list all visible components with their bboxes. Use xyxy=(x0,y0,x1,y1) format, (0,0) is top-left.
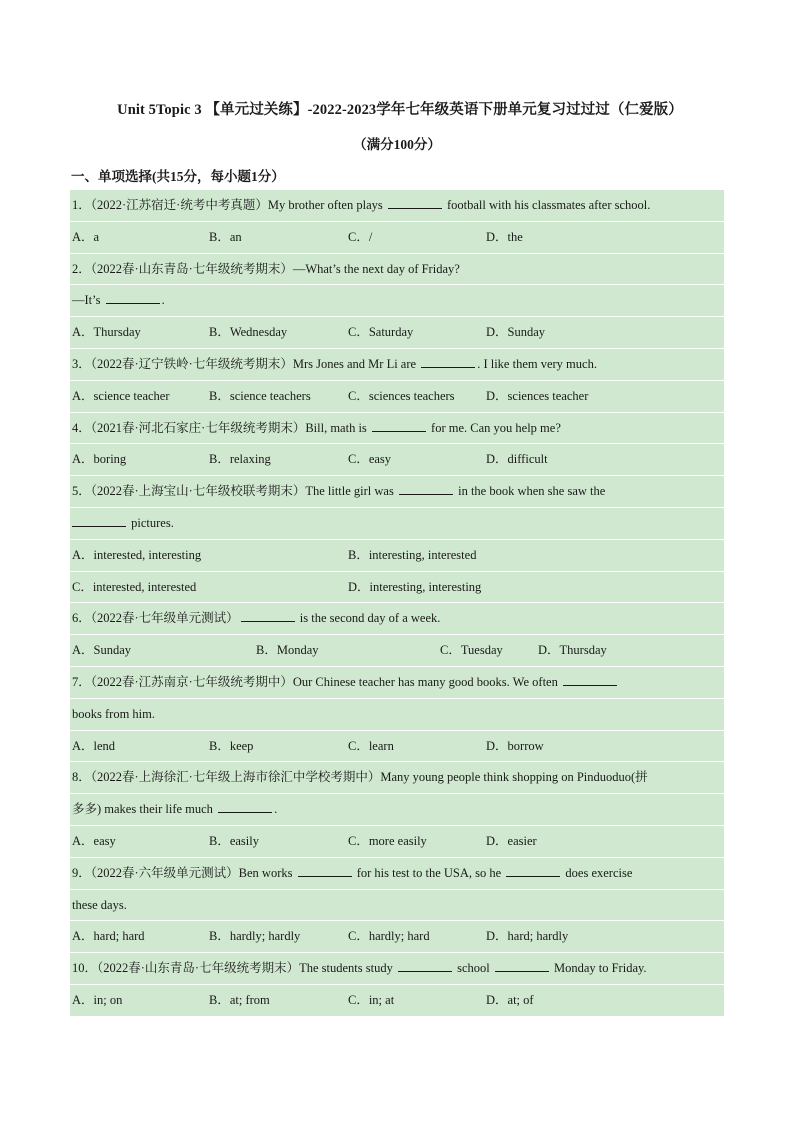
option-c: C．more easily xyxy=(348,833,427,848)
option-a: A．hard; hard xyxy=(72,929,145,944)
document-subtitle: （满分100分） xyxy=(353,137,441,152)
answer-blank xyxy=(241,610,295,622)
question-text: for his test to the USA, so he xyxy=(353,865,505,880)
answer-blank xyxy=(72,515,126,527)
question-5-options-ab xyxy=(70,540,724,572)
question-7-options xyxy=(70,731,724,763)
option-c: C．interested, interested xyxy=(72,579,197,594)
question-text: these days. xyxy=(72,897,127,912)
option-a: A．easy xyxy=(72,833,116,848)
question-4-options xyxy=(70,444,724,476)
option-b: B．Monday xyxy=(256,643,319,658)
question-text: pictures. xyxy=(128,515,174,530)
question-text: 8．（2022春·上海徐汇·七年级上海市徐汇中学校考期中）Many young people think shopping on Pinduoduo(拼 xyxy=(72,770,648,785)
option-d: D．sciences teacher xyxy=(486,388,589,403)
option-a: A．Sunday xyxy=(72,643,132,658)
question-5 xyxy=(70,476,724,508)
question-8 xyxy=(70,762,724,794)
question-text: 多多) makes their life much xyxy=(72,802,217,817)
question-text: . xyxy=(161,293,165,308)
answer-blank xyxy=(398,960,452,972)
option-b: B．an xyxy=(209,229,242,244)
question-text: 7．（2022春·江苏南京·七年级统考期中）Our Chinese teacher has many good books. We often xyxy=(72,674,561,689)
answer-blank xyxy=(563,674,617,686)
question-10-options xyxy=(70,985,724,1017)
option-d: D．the xyxy=(486,229,523,244)
question-text: 9．（2022春·六年级单元测试）Ben works xyxy=(72,865,296,880)
option-b: B．interesting, interested xyxy=(348,547,477,562)
question-10 xyxy=(70,953,724,985)
question-9-options xyxy=(70,921,724,953)
option-c: C．Tuesday xyxy=(440,643,503,658)
option-c: C．in; at xyxy=(348,992,395,1007)
question-2 xyxy=(70,254,724,286)
option-a: A．Thursday xyxy=(72,325,141,340)
question-text: football with his classmates after school. xyxy=(443,198,651,212)
questions-area xyxy=(70,190,724,1017)
question-2-options xyxy=(70,317,724,349)
question-1 xyxy=(70,190,724,222)
option-d: D．at; of xyxy=(486,992,534,1007)
question-5-line-2 xyxy=(70,508,724,540)
question-5-options-cd xyxy=(70,572,724,604)
question-text: 1．（2022·江苏宿迁·统考中考真题）My brother often plays xyxy=(72,198,386,212)
answer-blank xyxy=(399,483,453,495)
question-text: 10．（2022春·山东青岛·七年级统考期末）The students study xyxy=(72,961,396,976)
question-text: 6．（2022春·七年级单元测试） xyxy=(72,611,239,626)
question-text: for me. Can you help me? xyxy=(427,420,561,435)
question-8-line-2 xyxy=(70,794,724,826)
option-d: D．borrow xyxy=(486,738,544,753)
question-text: —It’s xyxy=(72,293,104,308)
option-d: D．difficult xyxy=(486,452,548,467)
option-a: A．interested, interesting xyxy=(72,547,202,562)
question-text: 3．（2022春·辽宁铁岭·七年级统考期末）Mrs Jones and Mr Li are xyxy=(72,356,420,371)
document-title: Unit 5Topic 3 【单元过关练】-2022-2023学年七年级英语下册单元复习过过过（仁爱版） xyxy=(117,102,683,118)
option-b: B．keep xyxy=(209,738,254,753)
question-text: Monday to Friday. xyxy=(550,961,647,976)
question-1-options xyxy=(70,222,724,254)
option-b: B．at; from xyxy=(209,992,270,1007)
option-c: C．/ xyxy=(348,229,373,244)
option-d: D．hard; hardly xyxy=(486,929,569,944)
option-a: A．a xyxy=(72,229,100,244)
answer-blank xyxy=(506,865,560,877)
question-6-options xyxy=(70,635,724,667)
option-a: A．boring xyxy=(72,452,127,467)
question-6 xyxy=(70,603,724,635)
question-text: is the second day of a week. xyxy=(296,611,441,626)
question-text: does exercise xyxy=(562,865,633,880)
question-2-line-2 xyxy=(70,285,724,317)
question-3 xyxy=(70,349,724,381)
option-b: B．easily xyxy=(209,833,259,848)
question-8-options xyxy=(70,826,724,858)
option-d: D．Thursday xyxy=(538,643,607,658)
question-text: 5．（2022春·上海宝山·七年级校联考期末）The little girl was xyxy=(72,484,397,499)
option-a: A．science teacher xyxy=(72,388,170,403)
section-heading: 一、单项选择(共15分，每小题1分） xyxy=(71,169,285,184)
option-d: D．interesting, interesting xyxy=(348,579,482,594)
question-text: 2．（2022春·山东青岛·七年级统考期末）—What’s the next day of Friday? xyxy=(72,261,460,276)
answer-blank xyxy=(372,420,426,432)
answer-blank xyxy=(421,356,475,368)
option-d: D．Sunday xyxy=(486,325,546,340)
option-c: C．sciences teachers xyxy=(348,388,455,403)
answer-blank xyxy=(218,801,272,813)
option-c: C．easy xyxy=(348,452,392,467)
answer-blank xyxy=(298,865,352,877)
question-text: books from him. xyxy=(72,706,155,721)
option-c: C．learn xyxy=(348,738,394,753)
question-text: 4．（2021春·河北石家庄·七年级统考期末）Bill, math is xyxy=(72,420,370,435)
option-b: B．Wednesday xyxy=(209,325,288,340)
question-4 xyxy=(70,413,724,445)
question-7-line-2 xyxy=(70,699,724,731)
option-c: C．Saturday xyxy=(348,325,414,340)
question-3-options xyxy=(70,381,724,413)
option-c: C．hardly; hard xyxy=(348,929,430,944)
option-d: D．easier xyxy=(486,833,537,848)
option-b: B．relaxing xyxy=(209,452,271,467)
question-text: in the book when she saw the xyxy=(454,484,606,499)
question-text: school xyxy=(453,961,493,976)
question-9-line-2 xyxy=(70,890,724,922)
question-text: . xyxy=(274,802,278,817)
question-9 xyxy=(70,858,724,890)
option-a: A．lend xyxy=(72,738,116,753)
answer-blank xyxy=(388,197,442,209)
answer-blank xyxy=(106,292,160,304)
question-7 xyxy=(70,667,724,699)
question-text: . I like them very much. xyxy=(477,356,597,371)
option-b: B．science teachers xyxy=(209,388,311,403)
option-b: B．hardly; hardly xyxy=(209,929,301,944)
option-a: A．in; on xyxy=(72,992,123,1007)
answer-blank xyxy=(495,960,549,972)
